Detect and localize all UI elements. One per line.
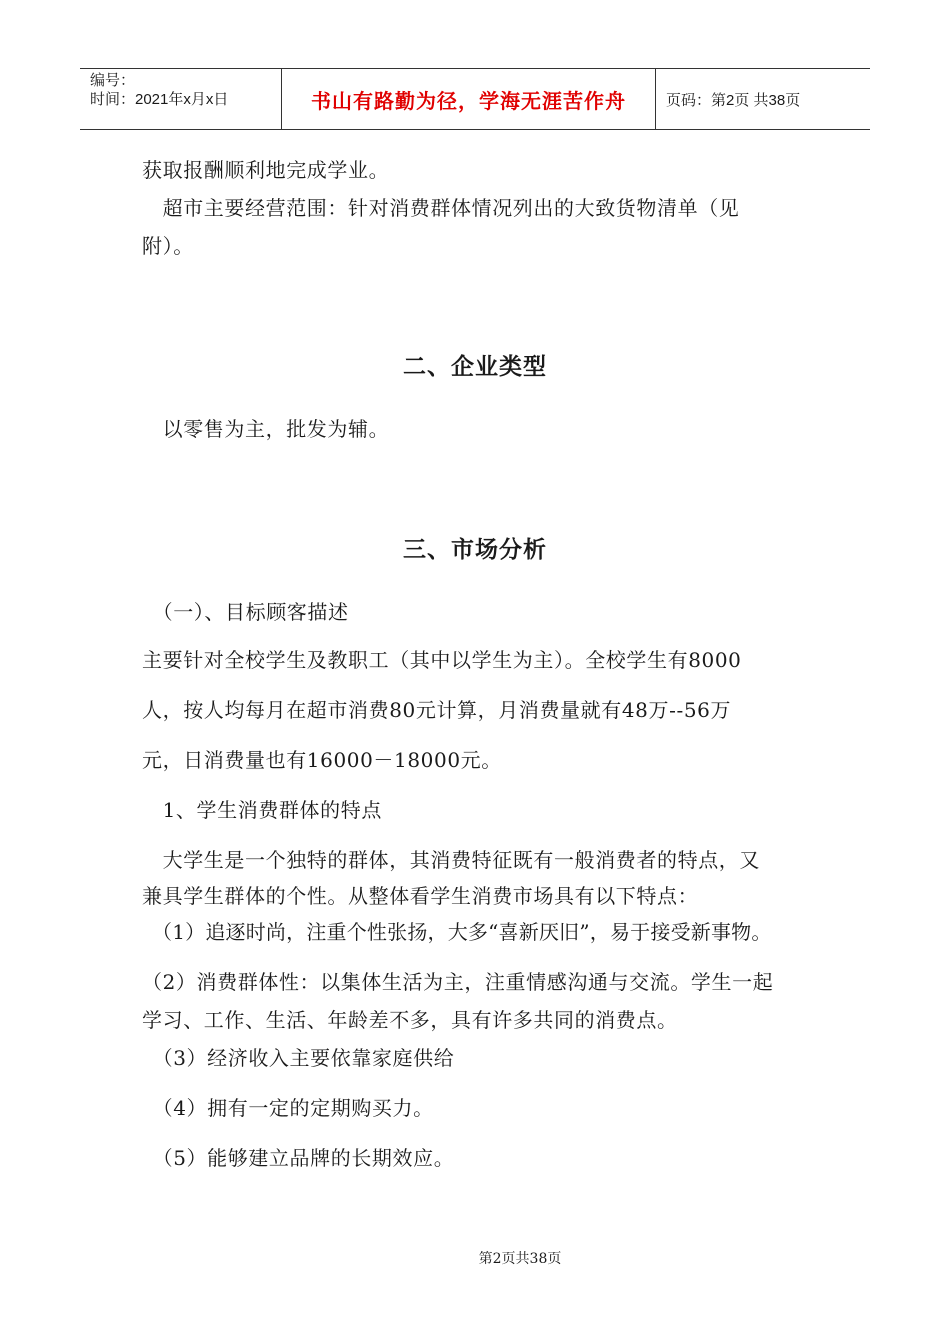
target-paragraph-line: 人，按人均每月在超市消费80元计算，月消费量就有48万--56万 — [142, 698, 732, 722]
header-meta-cell — [80, 69, 282, 129]
target-paragraph-line: 元，日消费量也有16000－18000元。 — [142, 748, 502, 772]
section-heading-enterprise-type: 二、企业类型 — [403, 354, 547, 380]
student-paragraph-line: 兼具学生群体的个性。从整体看学生消费市场具有以下特点： — [142, 884, 699, 908]
header-page-info: 页码：第2页 共38页 — [666, 91, 801, 109]
target-paragraph-line: 主要针对全校学生及教职工（其中以学生为主）。全校学生有8000 — [142, 648, 742, 672]
student-feature-item: （3）经济收入主要依靠家庭供给 — [142, 1046, 455, 1070]
body-line: 附）。 — [142, 234, 194, 258]
document-header — [80, 68, 870, 130]
student-paragraph-line: 大学生是一个独特的群体，其消费特征既有一般消费者的特点，又 — [142, 848, 760, 872]
student-feature-item: （5）能够建立品牌的长期效应。 — [142, 1146, 455, 1170]
student-feature-item: （1）追逐时尚，注重个性张扬，大多“喜新厌旧”，易于接受新事物。 — [152, 920, 772, 944]
student-paragraph-line: 学习、工作、生活、年龄差不多，具有许多共同的消费点。 — [142, 1008, 678, 1032]
subsection-title-student-features: 1、学生消费群体的特点 — [142, 798, 382, 822]
document-time-label: 时间：2021年x月x日 — [90, 91, 229, 108]
page-footer: 第2页共38页 — [478, 1251, 562, 1267]
enterprise-type-text: 以零售为主，批发为辅。 — [142, 417, 390, 441]
subsection-title-target-customers: （一）、目标顾客描述 — [142, 600, 349, 624]
student-feature-item: （4）拥有一定的定期购买力。 — [142, 1096, 434, 1120]
body-line: 获取报酬顺利地完成学业。 — [142, 158, 390, 182]
section-heading-market-analysis: 三、市场分析 — [403, 537, 547, 563]
student-feature-item: （2）消费群体性：以集体生活为主，注重情感沟通与交流。学生一起 — [142, 970, 774, 994]
header-motto: 书山有路勤为径，学海无涯苦作舟 — [282, 69, 656, 129]
body-line: 超市主要经营范围：针对消费群体情况列出的大致货物清单（见 — [142, 196, 740, 220]
document-number-label: 编号： — [90, 72, 136, 89]
